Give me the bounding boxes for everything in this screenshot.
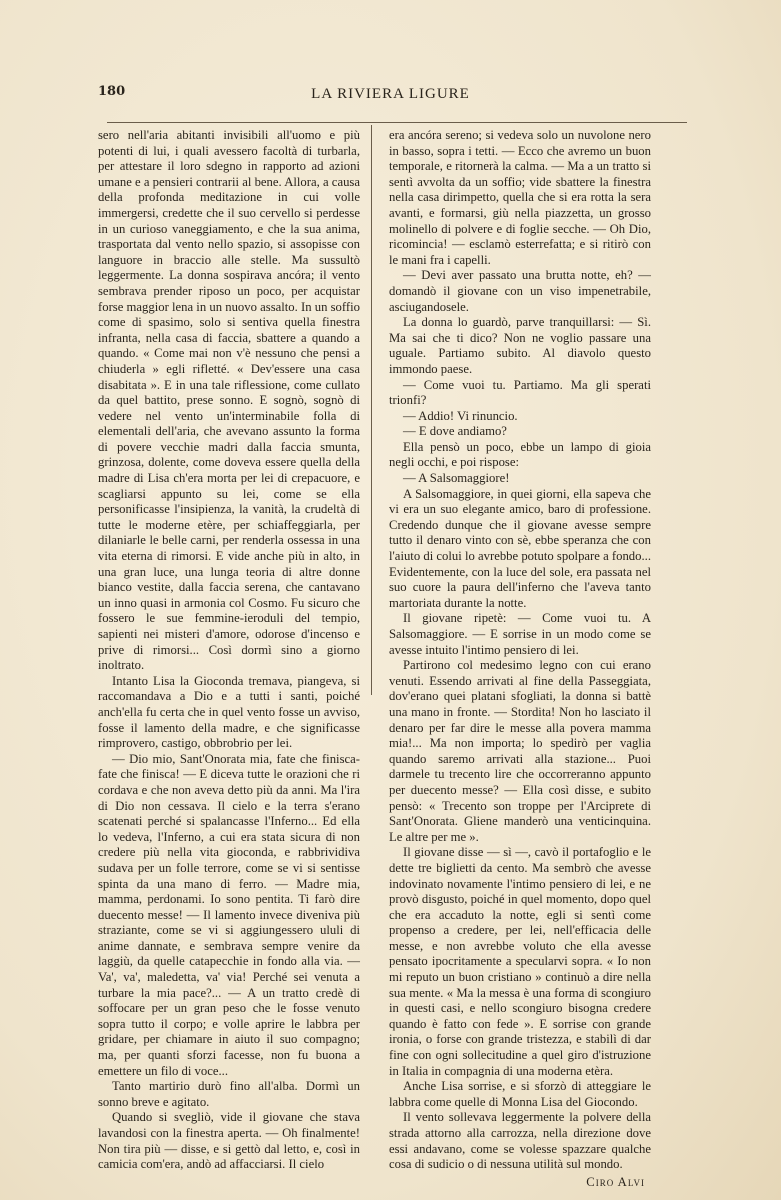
author-signature: Ciro Alvi — [586, 1174, 645, 1189]
paragraph: La donna lo guardò, parve tranquillarsi: — Sì. Ma sai che ti dico? Non ne voglio passare una uguale. Partiamo subito. Al diavolo questo immondo paese. — [389, 315, 651, 376]
paragraph: Partirono col medesimo legno con cui erano venuti. Essendo arrivati al fine della Passeggiata, dov'erano quei platani sfogliati, la donna si battè una mano in fronte. — Stordita! Non ho lasciato il denaro per far dire le messe alla povera mamma mia!... Ma non importa; lo spedirò per vaglia quando saremo arrivati alla stazione... Puoi darmele tu trecento lire che occorreranno appunto per duecento messe? — Ella così disse, e subito pensò: « Trecento son troppe per l'Arciprete di Sant'Onorata. Gliene manderò una venticinquina. Le altre per me ». — [389, 658, 651, 844]
paragraph: Quando si svegliò, vide il giovane che stava lavandosi con la finestra aperta. — Oh finalmente! Non tira più — disse, e si gettò dal letto, e, così in camicia com'era, andò ad affacciarsi. Il cielo — [98, 1110, 360, 1172]
paragraph: A Salsomaggiore, in quei giorni, ella sapeva che vi era un suo elegante amico, baro di professione. Credendo dunque che il giovane avesse sempre tutto il denaro vinto con sè, ebbe speranza che con l'aiuto di colui lo avrebbe potuto spolpare a fondo... Evidentemente, con la luce del sole, era passata nel suo cuore la paura dell'inferno che l'aveva tanto martoriata durante la notte. — [389, 486, 651, 610]
paragraph: — A Salsomaggiore! — [403, 471, 510, 486]
paragraph: Ella pensò un poco, ebbe un lampo di gioia negli occhi, e poi rispose: — [389, 439, 651, 470]
left-column — [98, 128, 360, 1173]
paragraph: era ancóra sereno; si vedeva solo un nuvolone nero in basso, sopra i tetti. — Ecco che avremo un buon temporale, e ritornerà la calma. — Ma a un tratto si sentì avvolta da un soffio; vide sbattere la finestra nella casa dirimpetto, quella che si era rotta la sera avanti, e formarsi, giù nella piazzetta, un grosso molinello di polvere e di foglie secche. — Oh Dio, ricomincia! — esclamò esterrefatta; e si ritirò con le mani fra i capelli. — [389, 128, 651, 267]
journal-title: LA RIVIERA LIGURE — [311, 86, 470, 102]
paragraph: — Dio mio, Sant'Onorata mia, fate che finisca- fate che finisca! — E diceva tutte le orazioni che ri cordava e che non aveva detto più da anni. Ma l'ira di Dio non cessava. Il cielo e la terra s'erano scatenati perché si spalancasse l'Inferno... Ed ella lo vedeva, l'Inferno, a cui era stata sicura di non credere più nella vita gioconda, e rabbrividiva sudava per un folle terrore, come se vi si sentisse spinta da una mano di ferro. — Madre mia, mamma, perdonami. Io sono pentita. Ti farò dire duecento messe! — Il lamento invece diveniva più straziante, come se vi si aggiungessero ululi di anime dannate, e sembrava sempre venire da laggiù, da quelle catapecchie in fondo alla via. — Va', va', maledetta, va' via! Perché sei venuta a turbare la mia pace?... — A un tratto credè di soffocare per un gran peso che le fosse venuto sopra tutto il corpo; e volle aprire le labbra per gridare, per chiamare in aiuto il suo compagno; ma, per quanti sforzi facesse, non fu buona a emettere un filo di voce... — [98, 751, 360, 1078]
header-rule — [107, 122, 687, 123]
page-header — [0, 84, 781, 108]
right-column — [389, 128, 651, 1190]
paragraph: — E dove andiamo? — [403, 424, 507, 439]
paragraph: Il giovane disse — sì —, cavò il portafoglio e le dette tre biglietti da cento. Ma sembrò che avesse indovinato novamente l'intimo pensiero di lei, e ne provò disgusto, poiché in quel momento, dopo quel che era accaduto la notte, egli si sentì come propenso a credere, per lei, nell'efficacia delle messe, e non avrebbe voluto che ella avesse pensato ipocritamente a specularvi sopra. « Io non mi reputo un buon cristiano » continuò a dire nella sua mente. « Ma la messa è una forma di scongiuro in questi casi, e nello scongiuro bisogna credere quando è fatto con fede ». E sorrise con grande ironia, o forse con grande tristezza, e stabilì di dar fine con ogni sollecitudine a quel giro d'istruzione in Italia in compagnia di una moderna etèra. — [389, 845, 651, 1078]
paragraph: Tanto martirio durò fino all'alba. Dormì un sonno breve e agitato. — [98, 1079, 360, 1109]
paragraph: sero nell'aria abitanti invisibili all'uomo e più potenti di lui, i quali avessero facoltà di turbarla, per attestare il loro sdegno in rapporto ad azioni umane e a pensieri contrarii al bene. Allora, a causa della profonda meditazione in cui volle immergersi, credette che il suo cervello si perdesse in un curioso vaneggiamento, e che la sua anima, trasportata dal vento nello spazio, si assopisse con languore in braccio alle stelle. Ma sussultò leggermente. La donna sospirava ancóra; il vento sembrava prender riposo un poco, per acquistar forse maggior lena in un nuovo assalto. In un soffio come di spasimo, solo si sentiva quella finestra infranta, nella casa di faccia, sbattere a quando a quando. « Come mai non v'è nessuno che pensi a chiuderla » egli rifletté. « Dev'essere una casa disabitata ». E in una tale riflessione, come cullato da quel battito, prese sonno. E sognò, sognò di vedere nel vento un'interminabile folla di elementali dell'aria, che avevano assunto la forma di povere vecchie madri dalla faccia smunta, grinzosa, dolente, come doveva essere quella della madre di Lisa ch'era morta per lei di crepacuore, e scagliarsi appunto su lei, come se ella personificasse l'insipienza, la vanità, la crudeltà di tutte le moderne etère, per schiaffeggiarla, per dilaniarle le belle carni, per renderla ossessa in una vita eterna di rimorsi. E vide anche più in alto, in una gran luce, una lunga teoria di altre donne bianco vestite, dalla faccia serena, che cantavano un inno quasi in armonia col Cosmo. Fu sicuro che fossero le sue femmine-ieroduli del tempio, sapienti nei misteri d'amore, odorose d'incenso e prive di rimorsi... Così dormì sino a giorno inoltrato. — [98, 128, 360, 673]
page-number: 180 — [98, 84, 126, 99]
paragraph: — Addio! Vi rinuncio. — [403, 408, 518, 423]
paragraph: Il vento sollevava leggermente la polvere della strada attorno alla carrozza, nella direzione dove essi andavano, come se volesse spazzare qualche cosa di sudicio o di nessuna utilità sul mondo. — [389, 1110, 651, 1172]
paragraph: Anche Lisa sorrise, e si sforzò di atteggiare le labbra come quelle di Monna Lisa del Giocondo. — [389, 1079, 651, 1109]
column-divider — [371, 125, 372, 695]
paragraph: — Devi aver passato una brutta notte, eh? — domandò il giovane con un viso impenetrabile, asciugandosele. — [389, 268, 651, 314]
paragraph: Intanto Lisa la Gioconda tremava, piangeva, si raccomandava a Dio e a tutti i santi, poiché anch'ella fu certa che in quel vento fosse un avviso, fosse il lamento della madre, e che significasse rimprovero, castigo, obbrobrio per lei. — [98, 673, 360, 751]
paragraph: — Come vuoi tu. Partiamo. Ma gli sperati trionfi? — [389, 377, 651, 408]
paragraph: Il giovane ripetè: — Come vuoi tu. A Salsomaggiore. — E sorrise in un modo come se avesse intuito l'intimo pensiero di lei. — [389, 611, 651, 657]
